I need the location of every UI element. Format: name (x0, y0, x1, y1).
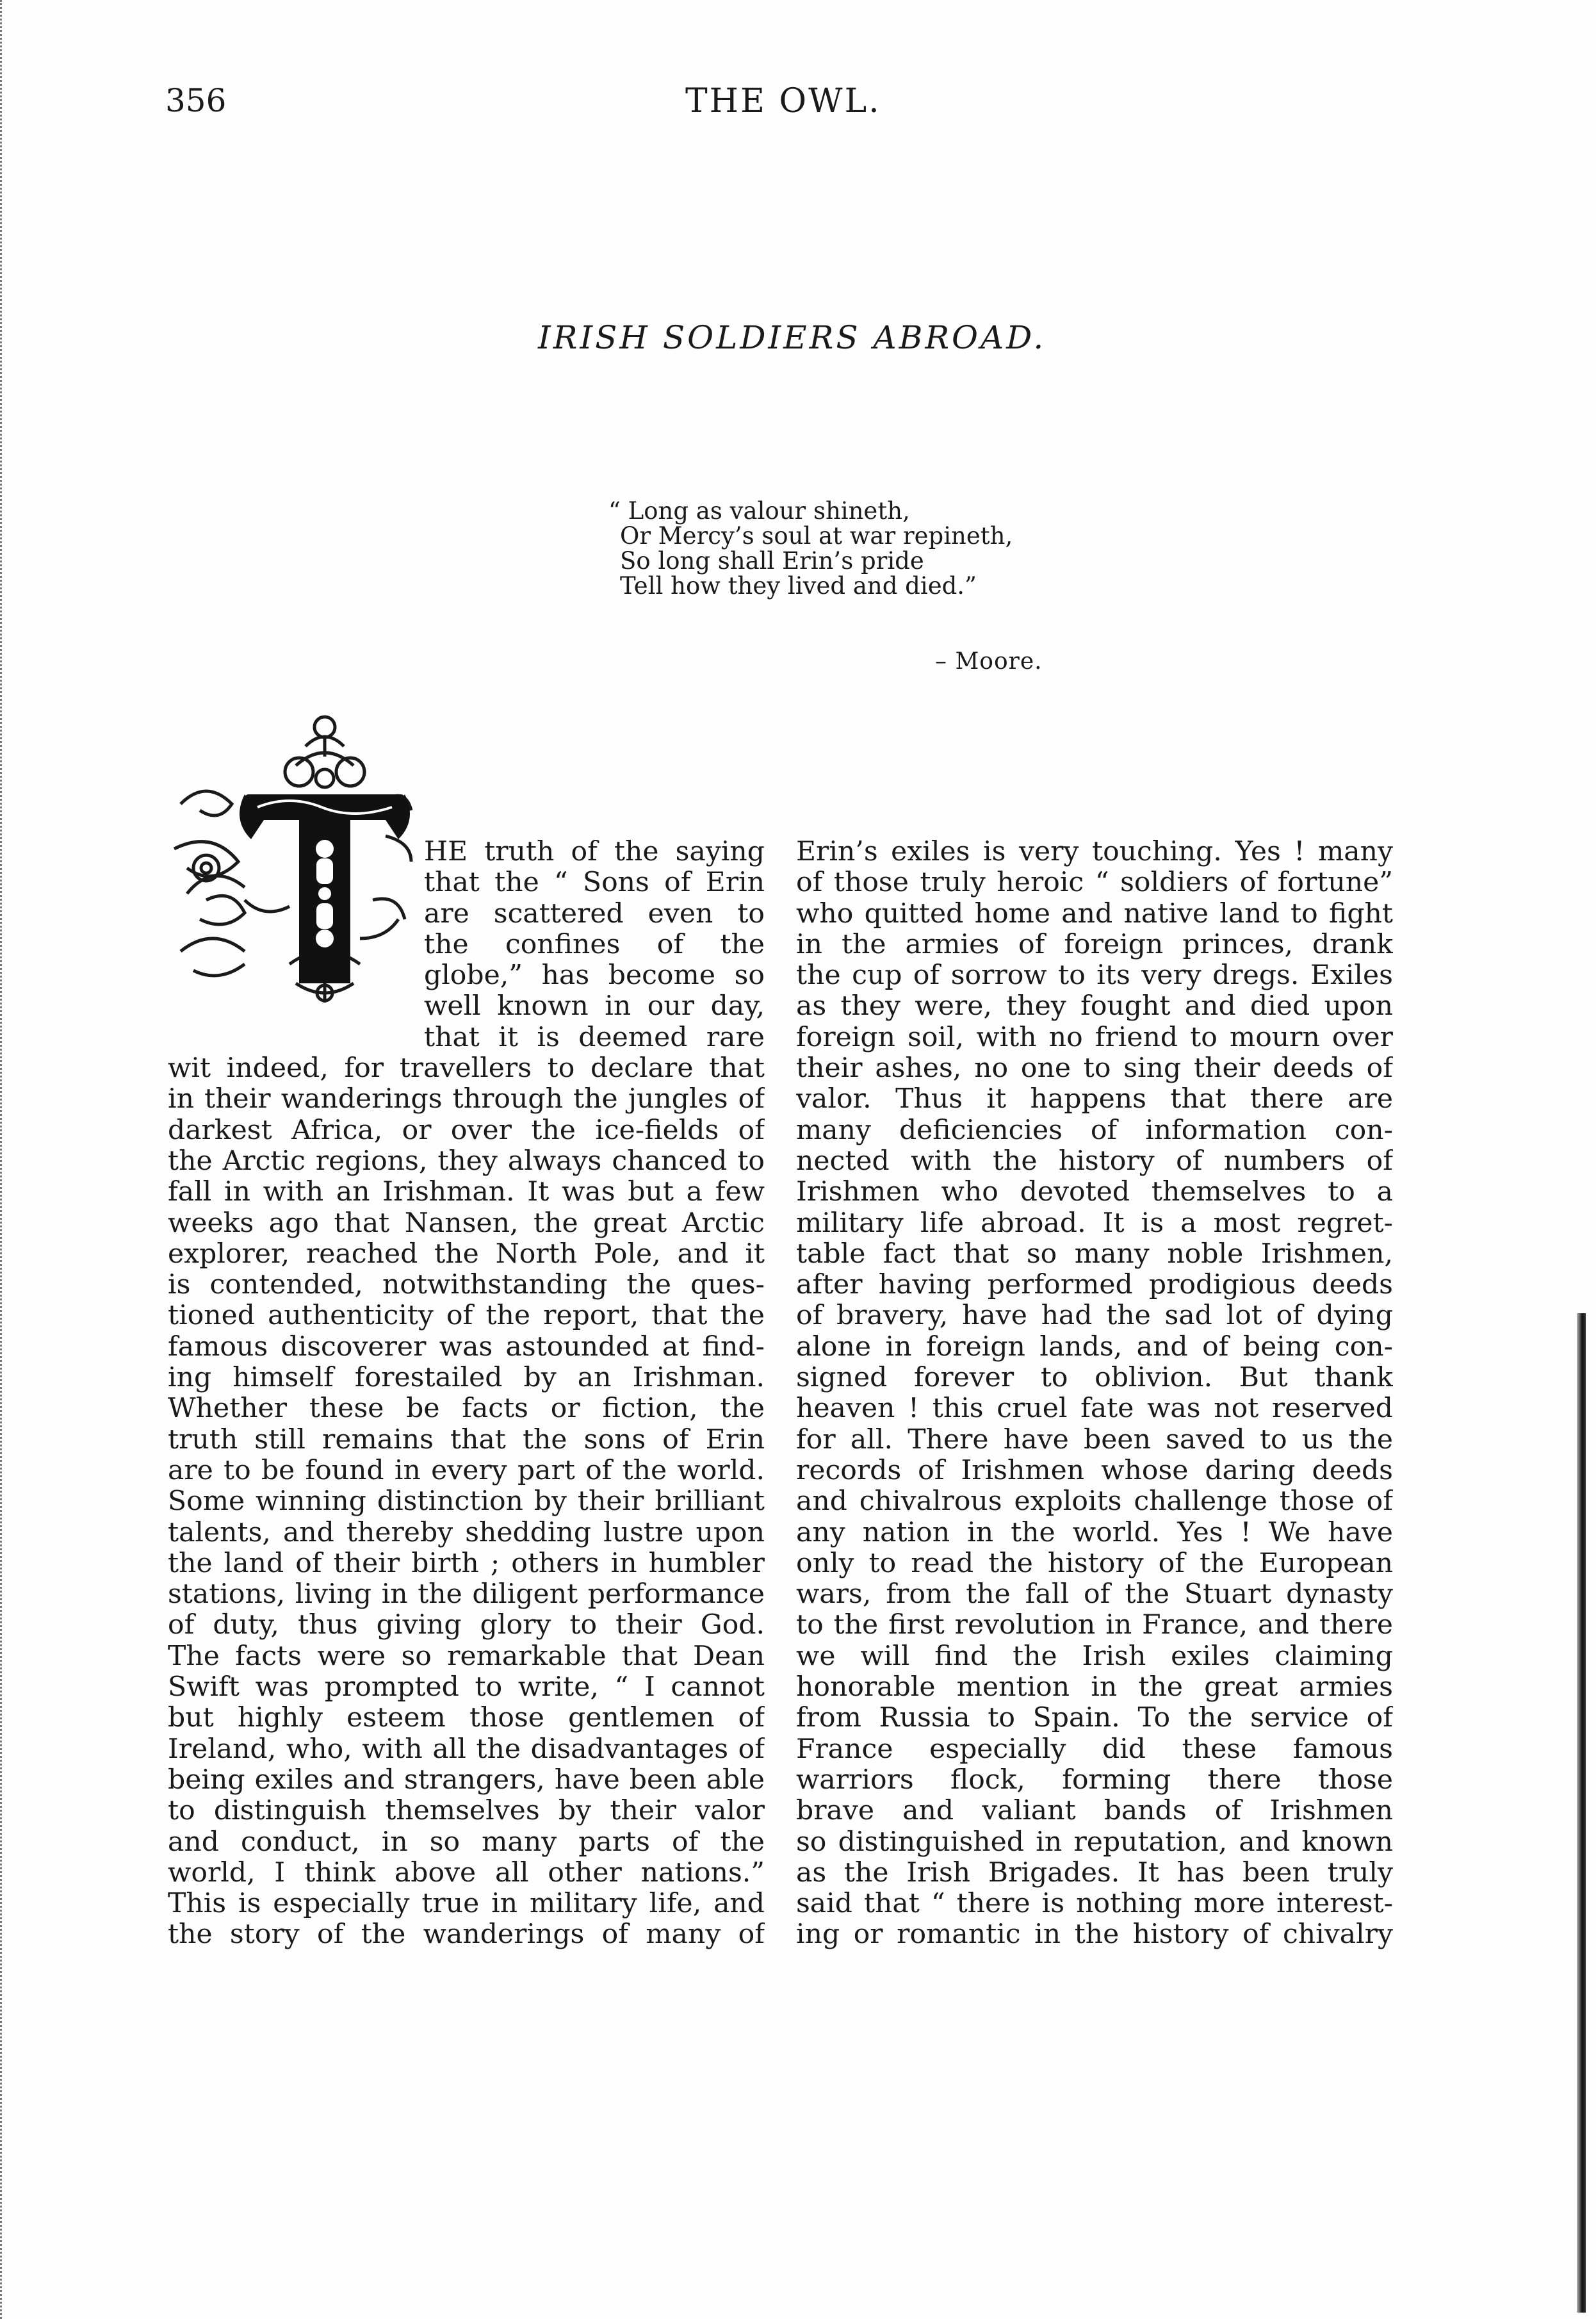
text-line: ing himself forestailed by an Irishman. (168, 1363, 765, 1394)
text-line: Irishmen who devoted themselves to a (796, 1177, 1393, 1208)
text-line: This is especially true in military life, and (168, 1889, 765, 1920)
text-line: but highly esteem those gentlemen of (168, 1703, 765, 1734)
text-line: in the armies of foreign princes, drank (796, 929, 1393, 960)
text-line: to distinguish themselves by their valor (168, 1796, 765, 1827)
text-line: warriors flock, forming there those (796, 1764, 1393, 1796)
text-line: is contended, notwithstanding the ques- (168, 1270, 765, 1301)
text-line: Erin’s exiles is very touching. Yes ! many (796, 837, 1393, 867)
left-column (168, 837, 765, 1951)
text-line: darkest Africa, or over the ice-fields of (168, 1115, 765, 1146)
text-line: to the first revolution in France, and there (796, 1610, 1393, 1641)
text-line: for all. There have been saved to us the (796, 1424, 1393, 1455)
text-line: their ashes, no one to sing their deeds of (796, 1053, 1393, 1085)
text-line: the story of the wanderings of many of (168, 1919, 765, 1951)
text-line: so distinguished in reputation, and known (796, 1826, 1393, 1858)
text-line: and conduct, in so many parts of the (168, 1826, 765, 1858)
right-column (796, 837, 1393, 1951)
text-line: alone in foreign lands, and of being con- (796, 1331, 1393, 1363)
text-line: weeks ago that Nansen, the great Arctic (168, 1208, 765, 1239)
text-line: famous discoverer was astounded at find- (168, 1331, 765, 1363)
page-left-edge (0, 0, 10, 2319)
text-line: that it is deemed rare (424, 1022, 765, 1053)
epigraph-line: “ Long as valour shineth, (608, 497, 910, 525)
text-line: are scattered even to (424, 898, 765, 930)
text-line: after having performed prodigious deeds (796, 1270, 1393, 1301)
text-line: the cup of sorrow to its very dregs. Exiles (796, 960, 1393, 992)
text-line: brave and valiant bands of Irishmen (796, 1796, 1393, 1827)
text-line: table fact that so many noble Irishmen, (796, 1238, 1393, 1270)
text-line: world, I think above all other nations.” (168, 1857, 765, 1889)
text-line: heaven ! this cruel fate was not reserved (796, 1393, 1393, 1425)
epigraph-attribution: – Moore. (935, 648, 1043, 675)
text-line: the land of their birth ; others in humbler (168, 1548, 765, 1579)
text-line: only to read the history of the European (796, 1548, 1393, 1579)
text-line: records of Irishmen whose daring deeds (796, 1455, 1393, 1486)
epigraph (608, 498, 1057, 598)
text-line: truth still remains that the sons of Erin (168, 1424, 765, 1455)
text-line: foreign soil, with no friend to mourn over (796, 1022, 1393, 1053)
text-line: who quitted home and native land to fight (796, 898, 1393, 930)
text-line: The facts were so remarkable that Dean (168, 1641, 765, 1672)
epigraph-line: Or Mercy’s soul at war repineth, (620, 522, 1013, 550)
epigraph-line: So long shall Erin’s pride (620, 547, 924, 575)
text-line: as the Irish Brigades. It has been truly (796, 1857, 1393, 1889)
text-line: are to be found in every part of the world. (168, 1455, 765, 1486)
page-number: 356 (165, 82, 227, 119)
text-line: signed forever to oblivion. But thank (796, 1363, 1393, 1394)
text-line: fall in with an Irishman. It was but a few (168, 1177, 765, 1208)
text-line: globe,” has become so (424, 960, 765, 992)
text-line: from Russia to Spain. To the service of (796, 1703, 1393, 1734)
text-line: explorer, reached the North Pole, and it (168, 1238, 765, 1270)
page-right-edge-shadow (1577, 1313, 1586, 2313)
epigraph-line: Tell how they lived and died.” (620, 572, 977, 600)
text-line: the confines of the (424, 929, 765, 960)
text-line: of duty, thus giving glory to their God. (168, 1610, 765, 1641)
text-line: Swift was prompted to write, “ I cannot (168, 1672, 765, 1703)
text-line: talents, and thereby shedding lustre upon (168, 1517, 765, 1548)
article-title: IRISH SOLDIERS ABROAD. (538, 319, 1046, 356)
text-line: military life abroad. It is a most regret- (796, 1208, 1393, 1239)
text-line: many deficiencies of information con- (796, 1115, 1393, 1146)
text-line: wars, from the fall of the Stuart dynasty (796, 1579, 1393, 1610)
text-line: stations, living in the diligent performance (168, 1579, 765, 1610)
text-line: being exiles and strangers, have been able (168, 1764, 765, 1796)
text-line: Some winning distinction by their brilliant (168, 1486, 765, 1518)
text-line: as they were, they fought and died upon (796, 991, 1393, 1022)
text-line: that the “ Sons of Erin (424, 867, 765, 899)
text-line: Whether these be facts or fiction, the (168, 1393, 765, 1425)
text-line: valor. Thus it happens that there are (796, 1084, 1393, 1115)
text-line: we will find the Irish exiles claiming (796, 1641, 1393, 1672)
text-line: in their wanderings through the jungles of (168, 1084, 765, 1115)
text-line: the Arctic regions, they always chanced to (168, 1145, 765, 1177)
text-line: and chivalrous exploits challenge those of (796, 1486, 1393, 1518)
running-head: THE OWL. (685, 82, 881, 120)
text-line: nected with the history of numbers of (796, 1145, 1393, 1177)
text-line: HE truth of the saying (424, 837, 765, 867)
text-line: of bravery, have had the sad lot of dying (796, 1300, 1393, 1332)
text-line: ing or romantic in the history of chivalry (796, 1919, 1393, 1951)
text-line: said that “ there is nothing more interest- (796, 1889, 1393, 1920)
text-line: tioned authenticity of the report, that the (168, 1300, 765, 1332)
text-line: France especially did these famous (796, 1733, 1393, 1765)
text-line: any nation in the world. Yes ! We have (796, 1517, 1393, 1548)
text-line: honorable mention in the great armies (796, 1672, 1393, 1703)
text-line: wit indeed, for travellers to declare that (168, 1053, 765, 1085)
text-line: of those truly heroic “ soldiers of fortune” (796, 867, 1393, 899)
text-line: Ireland, who, with all the disadvantages of (168, 1733, 765, 1765)
text-line: well known in our day, (424, 991, 765, 1022)
